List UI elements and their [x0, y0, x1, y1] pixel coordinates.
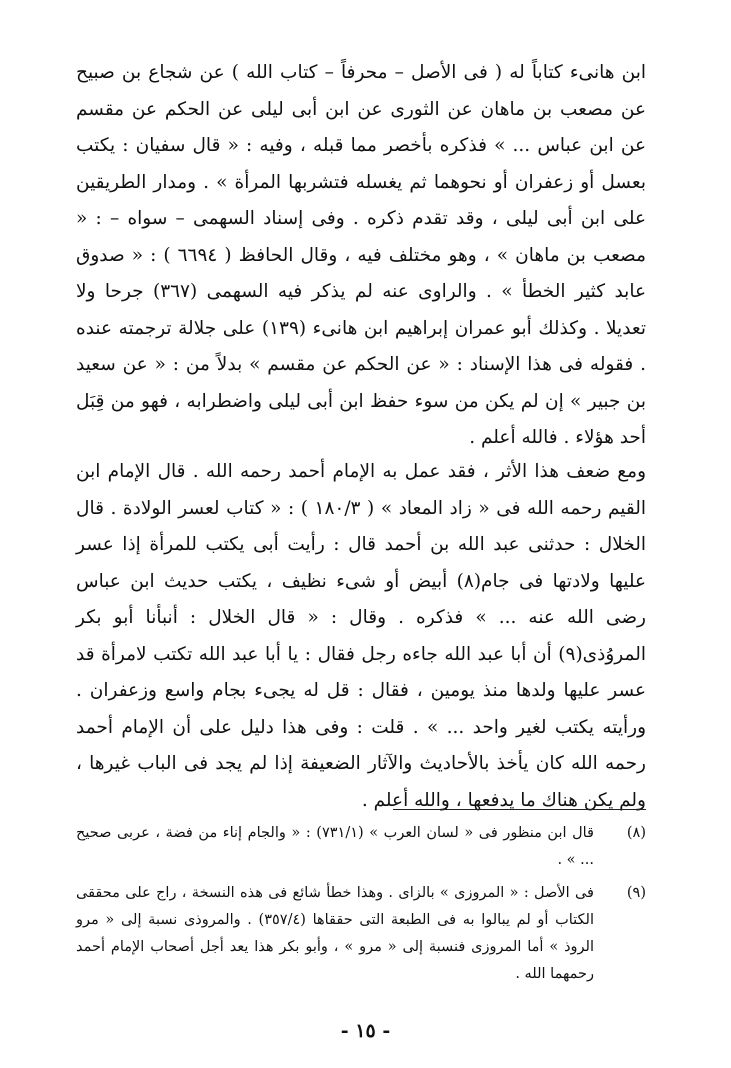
footnote-text: فى الأصل : « المروزى » بالزاى . وهذا خطأ شائع فى هذه النسخة ، راج على محققى الكتاب أو لم يبالوا به فى الطبعة التى حققاها (٣٥٧/٤) . والمروذى نسبة إلى « مرو الروذ » أما المروزى فنسبة إلى « مرو » ، وأبو بكر هذا يعد أجل أصحاب الإمام أحمد رحمهما الله . — [76, 885, 594, 982]
footnote-separator — [393, 809, 646, 810]
page-number: - ١٥ - — [340, 1020, 391, 1042]
footnote-number: (٨) — [626, 825, 646, 841]
paragraph-2: ومع ضعف هذا الأثر ، فقد عمل به الإمام أحمد رحمه الله . قال الإمام ابن القيم رحمه الله فى « زاد المعاد » ( ١٨٠/٣ ) : « كتاب لعسر الولادة . قال الخلال : حدثنى عبد الله بن أحمد قال : رأيت أبى يكتب للمرأة إذا عسر عليها ولادتها فى جام(٨) أبيض أو شىء نظيف ، يكتب حديث ابن عباس رضى الله عنه ... » فذكره . وقال : « قال الخلال : أنبأنا أبو بكر المروُذى(٩) أن أبا عبد الله جاءه رجل فقال : يا أبا عبد الله تكتب لامرأة قد عسر عليها ولدها منذ يومين ، فقال : قل له يجىء بجام واسع وزعفران . ورأيته يكتب لغير واحد ... » . قلت : وفى هذا دليل على أن الإمام أحمد رحمه الله كان يأخذ بالأحاديث والآثار الضعيفة إذا لم يجد فى الباب غيرها ، ولم يكن هناك ما يدفعها ، والله أعلم . — [76, 461, 646, 811]
footnote-9 — [76, 880, 646, 988]
footnote-number: (٩) — [626, 885, 646, 901]
footnote-text: قال ابن منظور فى « لسان العرب » (٧٣١/١) : « والجام إناء من فضة ، عربى صحيح ... » . — [76, 825, 594, 868]
footnote-8 — [76, 820, 646, 874]
paragraph-1: ابن هانىء كتاباً له ( فى الأصل – محرفاً – كتاب الله ) عن شجاع بن صبيح عن مصعب بن ماهان عن الثورى عن ابن أبى ليلى عن الحكم عن مقسم عن ابن عباس ... » فذكره بأخصر مما قبله ، وفيه : « قال سفيان : يكتب بعسل أو زعفران أو نحوهما ثم يغسله فتشربها المرأة » . ومدار الطريقين على ابن أبى ليلى ، وقد تقدم ذكره . وفى إسناد السهمى – سواه – : « مصعب بن ماهان » ، وهو مختلف فيه ، وقال الحافظ ( ٦٦٩٤ ) : « صدوق عابد كثير الخطأ » . والراوى عنه لم يذكر فيه السهمى (٣٦٧) جرحا ولا تعديلا . وكذلك أبو عمران إبراهيم ابن هانىء (١٣٩) على جلالة ترجمته عنده . فقوله فى هذا الإسناد : « عن الحكم عن مقسم » بدلاً من : « عن سعيد بن جبير » إن لم يكن من سوء حفظ ابن أبى ليلى واضطرابه ، فهو من قِبَل أحد هؤلاء . فالله أعلم . — [76, 62, 646, 448]
